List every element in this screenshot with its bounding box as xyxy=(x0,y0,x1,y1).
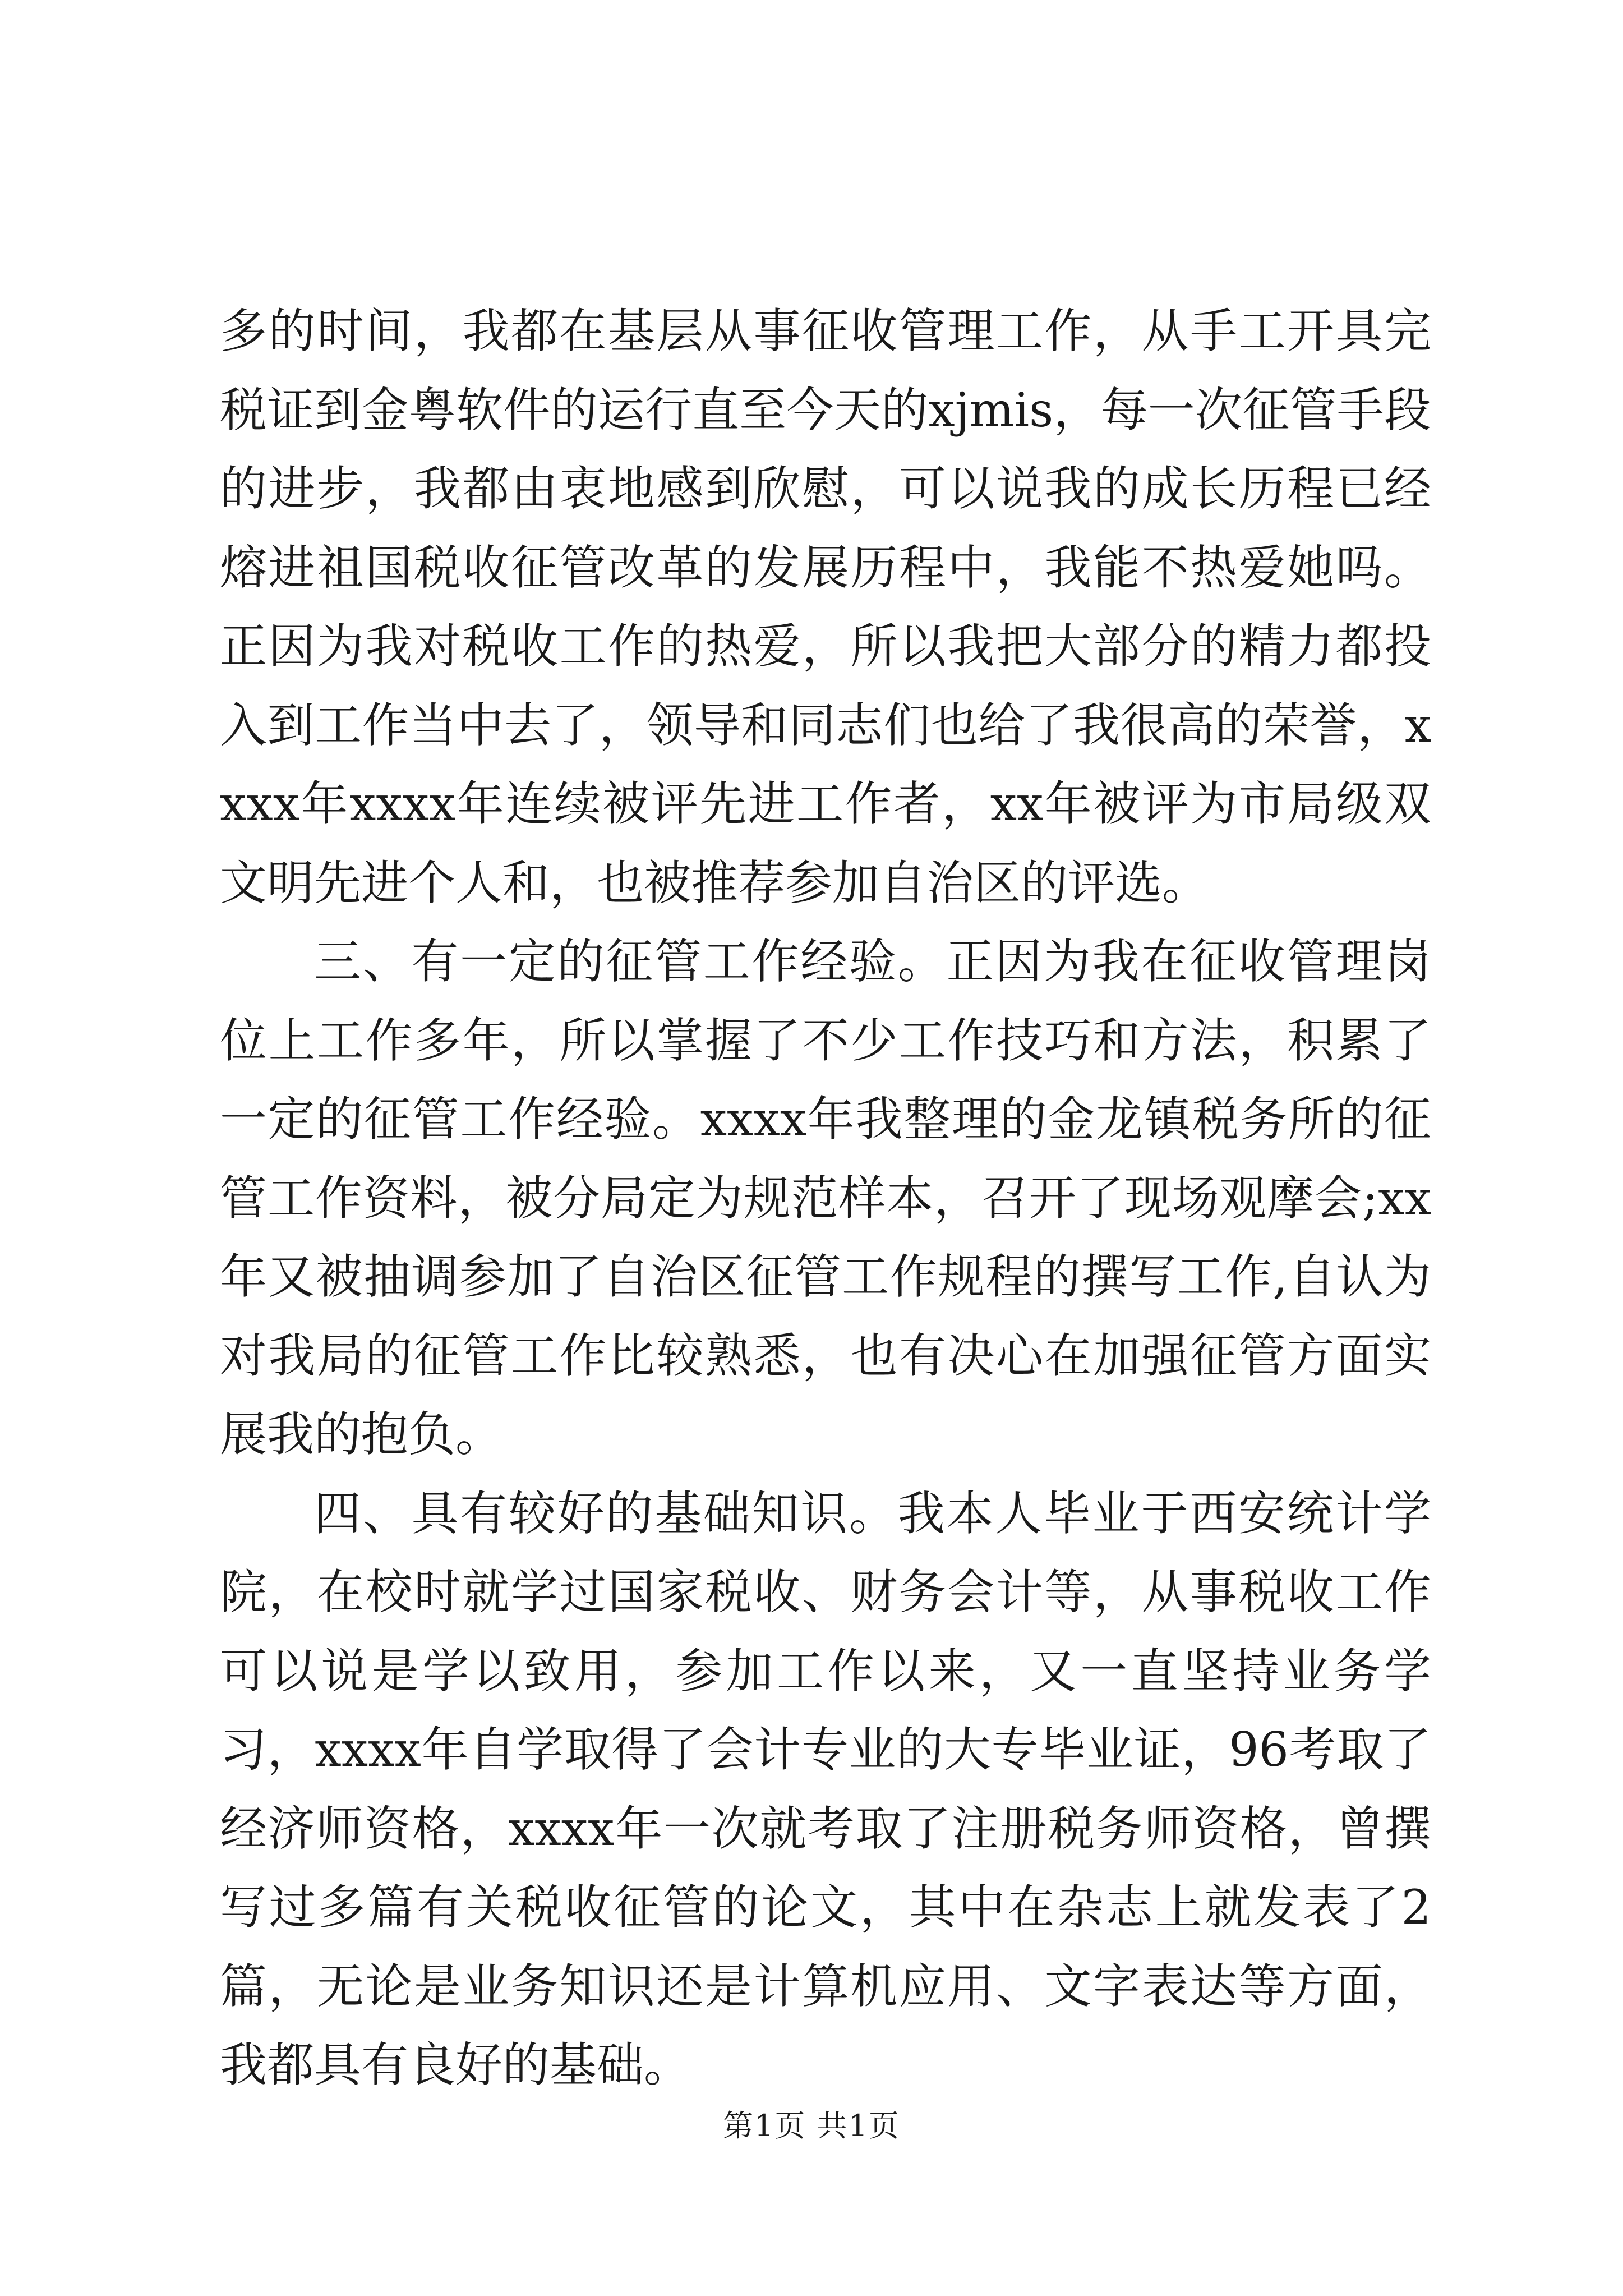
page-number-footer: 第1页 共1页 xyxy=(723,2108,900,2143)
document-body xyxy=(220,292,1431,2105)
paragraph-continuation: 多的时间，我都在基层从事征收管理工作，从手工开具完税证到金粤软件的运行直至今天的xjmis，每一次征管手段的进步，我都由衷地感到欣慰，可以说我的成长历程已经熔进祖国税收征管改革的发展历程中，我能不热爱她吗。正因为我对税收工作的热爱，所以我把大部分的精力都投入到工作当中去了，领导和同志们也给了我很高的荣誉，xxxx年xxxx年连续被评先进工作者，xx年被评为市局级双文明先进个人和，也被推荐参加自治区的评选。 xyxy=(220,303,1432,910)
paragraph-point-four: 四、具有较好的基础知识。我本人毕业于西安统计学院，在校时就学过国家税收、财务会计等，从事税收工作可以说是学以致用，参加工作以来，又一直坚持业务学习，xxxx年自学取得了会计专业的大专毕业证，96考取了经济师资格，xxxx年一次就考取了注册税务师资格，曾撰写过多篇有关税收征管的论文，其中在杂志上就发表了2篇，无论是业务知识还是计算机应用、文字表达等方面，我都具有良好的基础。 xyxy=(220,1485,1431,2092)
paragraph-point-three: 三、有一定的征管工作经验。正因为我在征收管理岗位上工作多年，所以掌握了不少工作技巧和方法，积累了一定的征管工作经验。xxxx年我整理的金龙镇税务所的征管工作资料，被分局定为规范样本，召开了现场观摩会;xx年又被抽调参加了自治区征管工作规程的撰写工作,自认为对我局的征管工作比较熟悉，也有决心在加强征管方面实展我的抱负。 xyxy=(220,934,1431,1462)
